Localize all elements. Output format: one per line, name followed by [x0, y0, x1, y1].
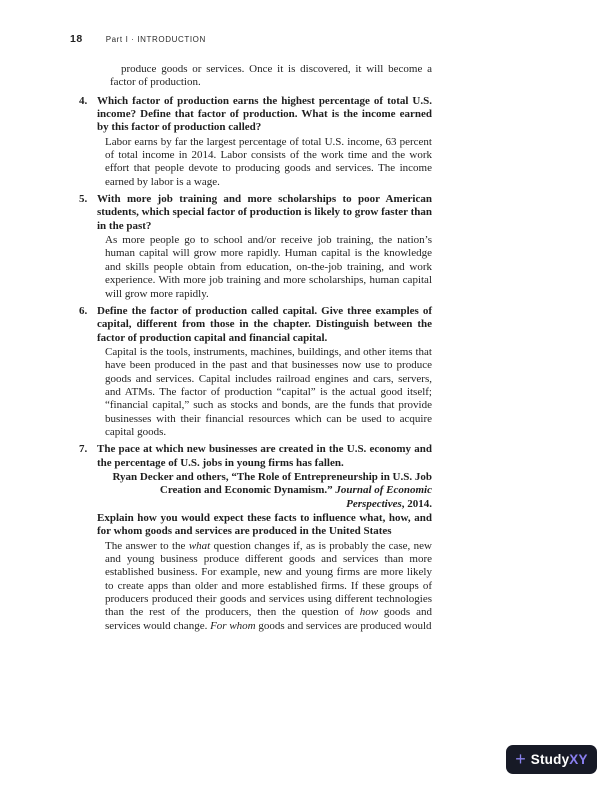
qa-item	[79, 95, 432, 189]
text-run: goods and services would change.	[105, 606, 432, 632]
item-number: 7.	[79, 443, 88, 456]
text-run: Labor earns by far the largest percentage of total U.S. income, 63 percent of total income in 2014. Labor consists of the work time and the work effort that people devote to producing goods and services. The income earned by labor is a wage.	[105, 135, 432, 188]
logo-text-study: Study	[530, 752, 570, 767]
italic-text-run: what	[188, 539, 211, 552]
question-text	[97, 193, 432, 233]
text-run: The answer to the	[105, 539, 189, 552]
logo-text	[531, 752, 588, 767]
plus-icon: +	[515, 748, 526, 769]
item-number: 4.	[79, 94, 88, 107]
text-run: , 2014.	[401, 497, 432, 510]
text-run: question changes if, as is probably the case, new and young business produce different goods and services than more established business. For example, new and young firms are more likely to create apps than older and more established firms. If these groups of producers produced their goods and services using different technologies than the rest of the producers, then the question of	[105, 539, 432, 619]
text-run: Capital is the tools, instruments, machines, buildings, and other items that have been produced in the past and that businesses now use to produce goods and services. Capital includes railroad engines and cars, servers, and ATMs. The factor of production “capital” is the actual good itself; “financial capital,” such as stocks and bonds, are the funds that provide businesses with their financial resources which can be used to acquire capital goods.	[105, 345, 432, 438]
text-run: Ryan Decker and others, “The Role of Entrepreneurship in U.S. Job Creation and Economic Dynamism.”	[112, 470, 432, 497]
italic-text-run: For whom	[210, 619, 256, 632]
text-run: With more job training and more scholarships to poor American students, which special factor of production is likely to grow faster than in the past?	[97, 193, 432, 232]
item-body	[97, 193, 432, 301]
italic-text-run: how	[359, 606, 379, 619]
item-number: 6.	[79, 304, 88, 317]
answer-text	[105, 346, 432, 439]
studyxy-logo-badge	[506, 745, 597, 774]
question-text	[97, 305, 432, 345]
text-run: Which factor of production earns the highest percentage of total U.S. income? Define that factor of production. What is the income earned by this factor of production called?	[97, 94, 432, 134]
logo-text-xy: XY	[569, 752, 588, 767]
citation-text	[105, 471, 432, 511]
qa-list	[79, 95, 432, 633]
question-text	[97, 95, 432, 135]
running-header	[70, 33, 206, 45]
qa-item	[79, 305, 432, 439]
answer-text	[105, 540, 432, 633]
text-run: Define the factor of production called capital. Give three examples of capital, different from those in the chapter. Distinguish between the factor of production capital and financial capital.	[97, 304, 432, 344]
item-body	[97, 443, 432, 633]
answer-text	[105, 234, 432, 301]
text-run: The pace at which new businesses are created in the U.S. economy and the percentage of U.S. jobs in young firms has fallen.	[97, 443, 432, 469]
question-text	[97, 443, 432, 470]
answer-text	[105, 136, 432, 189]
item-number: 5.	[79, 193, 88, 206]
text-run: Explain how you would expect these facts to influence what, how, and for whom goods and services are produced in the United States	[97, 512, 432, 538]
qa-item	[79, 193, 432, 301]
italic-text-run: Journal of Economic Perspectives	[335, 484, 432, 510]
item-body	[97, 305, 432, 439]
item-body	[97, 95, 432, 189]
page-number: 18	[70, 33, 83, 45]
continuation-paragraph: produce goods or services. Once it is discovered, it will become a factor of production.	[110, 63, 432, 89]
qa-item	[79, 443, 432, 633]
page-content	[79, 63, 432, 633]
section-title: Part I · INTRODUCTION	[105, 35, 206, 44]
question-followup-text	[97, 512, 432, 539]
text-run: goods and services are produced would	[255, 619, 432, 632]
text-run: As more people go to school and/or receive job training, the nation’s human capital will grow more rapidly. Human capital is the knowledge and skills people obtain from education, on-the-job training, and work experience. With more job training and more scholarships, human capital will grow more rapidly.	[105, 234, 432, 300]
